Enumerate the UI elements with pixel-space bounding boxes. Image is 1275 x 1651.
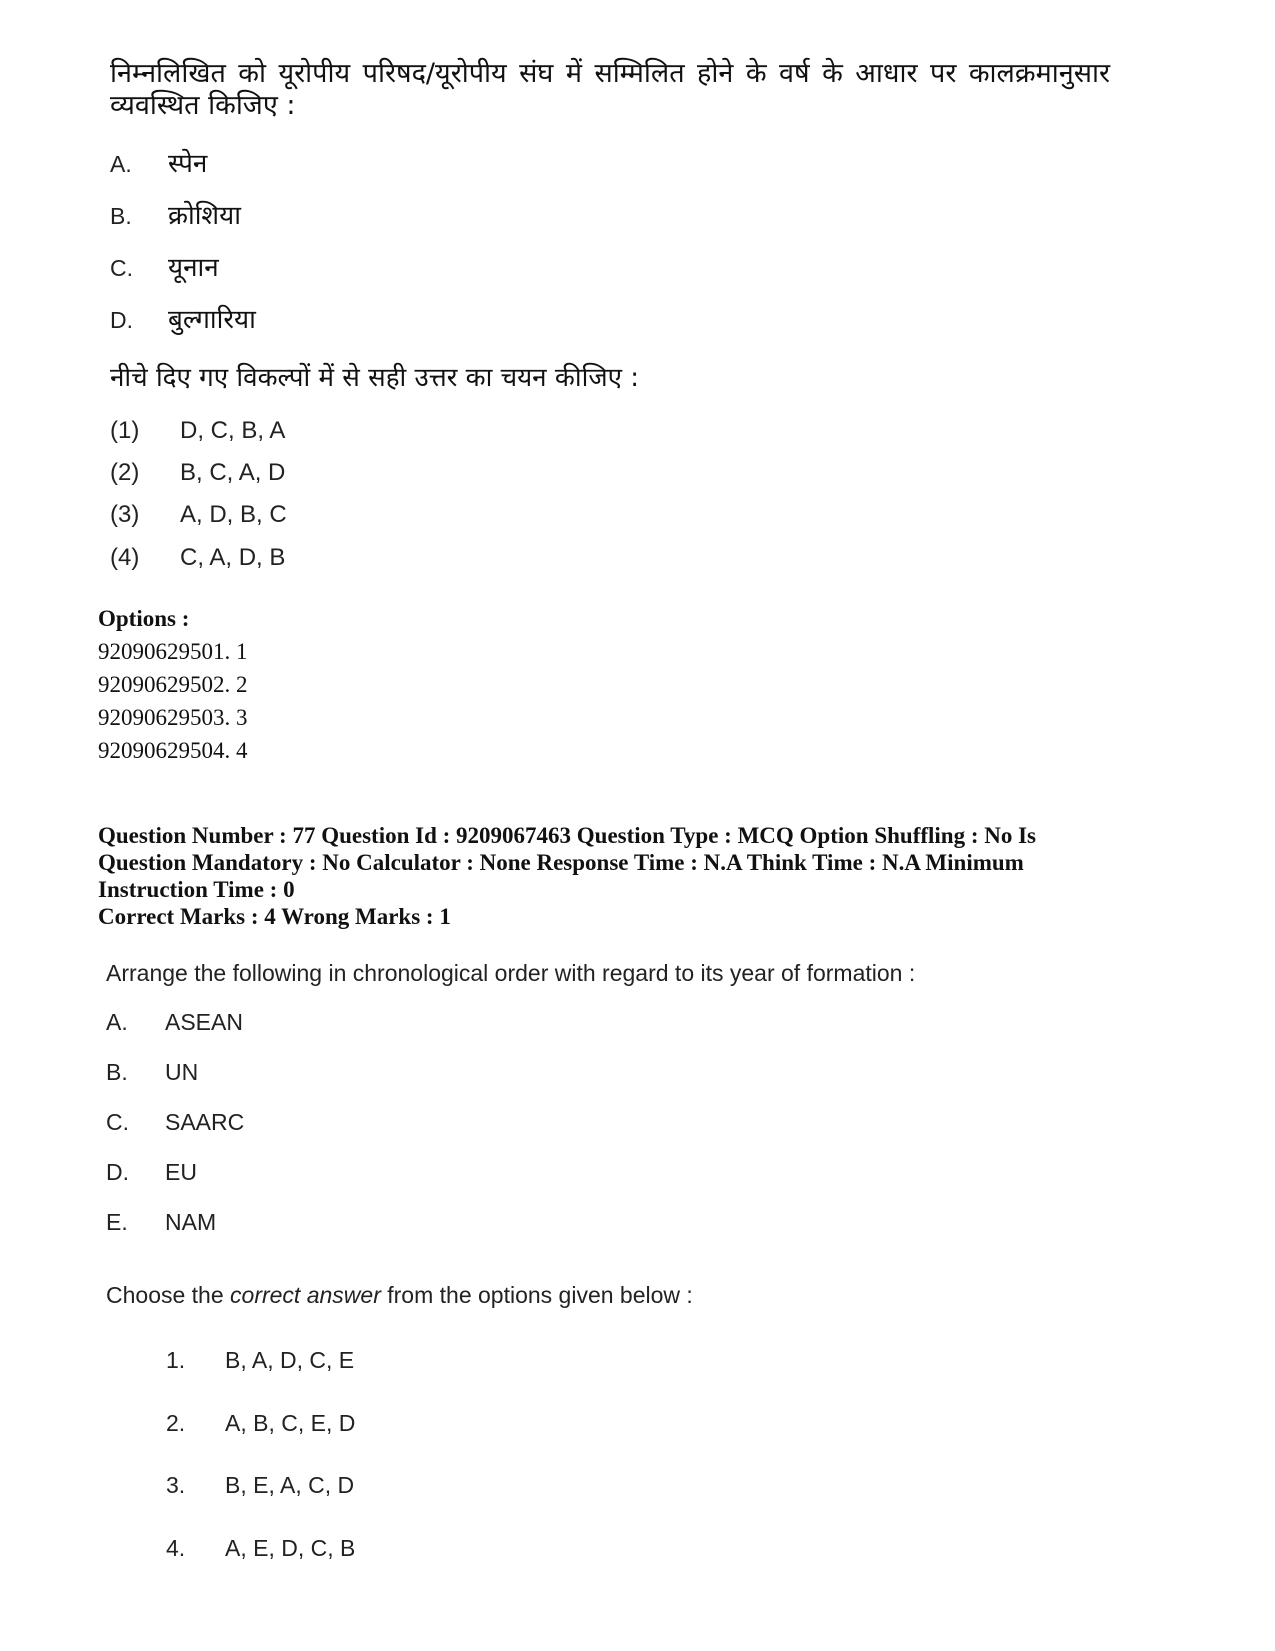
item-text: NAM — [165, 1209, 217, 1235]
option-id-line: 92090629501. 1 — [98, 639, 248, 664]
choice-text: B, A, D, C, E — [225, 1347, 355, 1373]
english-item-d — [106, 1156, 197, 1188]
english-item-c — [106, 1106, 244, 1138]
item-label: E. — [106, 1209, 128, 1235]
option-id-line: 92090629504. 4 — [98, 738, 248, 763]
english-item-e — [106, 1206, 216, 1238]
item-text: यूनान — [168, 253, 219, 283]
question-marks: Correct Marks : 4 Wrong Marks : 1 — [98, 904, 451, 929]
item-label: A. — [106, 1009, 128, 1035]
item-text: क्रोशिया — [168, 201, 241, 231]
hindi-item-d — [110, 302, 256, 338]
hindi-item-a — [110, 146, 207, 182]
item-text: UN — [165, 1059, 199, 1085]
item-text: EU — [165, 1159, 197, 1185]
options-heading: Options : — [98, 606, 190, 631]
hindi-choice-4 — [110, 541, 285, 575]
choice-label: (2) — [110, 459, 140, 486]
choice-text: B, C, A, D — [180, 459, 286, 486]
hindi-choice-2 — [110, 456, 285, 490]
item-label: B. — [106, 1059, 128, 1085]
item-label: C. — [106, 1109, 129, 1135]
item-text: स्पेन — [168, 149, 208, 179]
english-choice-3 — [166, 1469, 354, 1501]
prompt-text: Choose the — [106, 1282, 231, 1308]
item-label: D. — [110, 307, 133, 333]
item-text: SAARC — [165, 1109, 245, 1135]
choice-label: (4) — [110, 544, 140, 571]
option-id-line: 92090629502. 2 — [98, 672, 248, 697]
english-prompt — [106, 1280, 693, 1310]
choice-label: (1) — [110, 417, 140, 444]
option-id-line: 92090629503. 3 — [98, 705, 248, 730]
hindi-item-b — [110, 198, 241, 234]
choice-text: D, C, B, A — [180, 417, 286, 444]
item-label: A. — [110, 151, 132, 177]
prompt-text: from the options given below : — [380, 1282, 693, 1308]
item-label: B. — [110, 203, 132, 229]
question-meta: Question Number : 77 Question Id : 9209067463 Question Type : MCQ Option Shuffling : No Is Question Mandatory : No Calculator : None Response Time : N.A Think Time : N.A Minimum Instruction Time : 0 — [98, 823, 1037, 902]
choice-text: C, A, D, B — [180, 544, 286, 571]
prompt-emphasis: correct answer — [230, 1282, 381, 1308]
choice-label: 2. — [166, 1410, 186, 1436]
hindi-choice-1 — [110, 414, 285, 448]
choice-label: 3. — [166, 1472, 186, 1498]
choice-label: 4. — [166, 1535, 186, 1561]
choice-text: B, E, A, C, D — [225, 1472, 355, 1498]
item-text: ASEAN — [165, 1009, 243, 1035]
choice-text: A, B, C, E, D — [225, 1410, 356, 1436]
item-label: C. — [110, 255, 133, 281]
hindi-question-stem: निम्नलिखित को यूरोपीय परिषद/यूरोपीय संघ में सम्मिलित होने के वर्ष के आधार पर कालक्रमानुसार व्यवस्थित किजिए : — [110, 58, 1110, 121]
english-item-a — [106, 1006, 243, 1038]
english-choice-2 — [166, 1407, 355, 1439]
hindi-item-c — [110, 250, 219, 286]
choice-label: (3) — [110, 501, 140, 528]
english-choice-4 — [166, 1532, 355, 1564]
item-label: D. — [106, 1159, 129, 1185]
hindi-prompt: नीचे दिए गए विकल्पों में से सही उत्तर का चयन कीजिए : — [110, 363, 640, 393]
hindi-choice-3 — [110, 498, 287, 532]
english-item-b — [106, 1056, 198, 1088]
choice-text: A, D, B, C — [180, 501, 287, 528]
choice-label: 1. — [166, 1347, 186, 1373]
item-text: बुल्गारिया — [168, 305, 256, 335]
choice-text: A, E, D, C, B — [225, 1535, 356, 1561]
english-choice-1 — [166, 1344, 354, 1376]
english-question-stem: Arrange the following in chronological order with regard to its year of formation : — [106, 960, 916, 986]
